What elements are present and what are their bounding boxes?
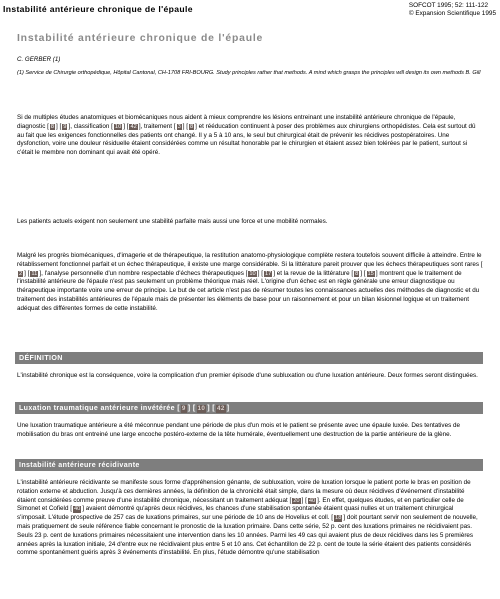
reference-link[interactable]: 18 <box>335 515 342 522</box>
reference-link[interactable]: 40 <box>308 497 316 504</box>
reference-separator: ] [ <box>187 404 196 412</box>
reference-separator: ] [ <box>123 122 129 130</box>
paragraph-text: ]. En effet, quelques études, et en particulier celle de Simonet et Cofield [ <box>17 496 464 513</box>
paragraph-text: L'instabilité antérieure récidivante se manifeste sous forme d'appréhension génante, de subluxation, voire de luxation lorsque le patient porte le bras en position de rotation externe et abduction. Jusqu'à ces dernières années, la définition de la chronicité était simple, dans la mesure où deux récidives d'événement d'instabilité étaient considérées comme preuve d'une instabilité chronique, nécessitant un traitement adéquat [ <box>17 479 471 504</box>
reference-link[interactable]: 15 <box>367 270 374 277</box>
reference-separator: ] [ <box>301 496 307 504</box>
author-affiliation: (1) Service de Chirurgie orthopédique, Hôpital Cantonal, CH-1708 FRI-BOURG. Study principles rather that methods. A mind which grasps the principles will design its own methods B. Gill <box>17 70 481 76</box>
reference-link[interactable]: 10 <box>197 405 206 412</box>
traumatic-dislocation-paragraph: Une luxation traumatique antérieure a été méconnue pendant une période de plus d'un mois et le patient se présente avec une épaule luxée. Des tentatives de mobilisation du bras ont entreiné une large encoche postéro-externe de la tête humérale, éventuellement une destruction de la partie antérieure de la glène. <box>17 422 460 438</box>
article-title: Instabilité antérieure chronique de l'épaule <box>17 33 264 44</box>
section-heading-definition: DÉFINITION <box>15 352 483 364</box>
reference-link[interactable]: 40 <box>73 506 81 513</box>
reference-link[interactable]: 42 <box>130 123 137 130</box>
reference-link[interactable]: 3 <box>177 123 181 130</box>
intro-paragraph-3 <box>17 252 483 314</box>
reference-separator: ] <box>226 404 230 412</box>
section-heading-text: Luxation traumatique antérieure invétérée <box>19 404 175 412</box>
paragraph-text: ] montrent que le traitement de l'instabilité antérieure de l'épaule n'est pas seulement un problème théorique mais réel. L'origine d'un échec est en règle générale une erreur diagnostique ou thérapeutique importante voire une erreur de principe. Le but de cet article n'est pas de résumer toutes les connaissances actuelles des méthodes de diagnostic et du traitement des instabilités antérieures de l'épaule mais de présenter les éléments de base pour un raisonnement et pour un bilan lésionnel logique et un traitement adéquat des différentes formes de cette instabilité. <box>17 269 480 312</box>
reference-separator: ] [ <box>207 404 215 412</box>
reference-link[interactable]: 10 <box>114 123 122 130</box>
reference-separator: ] [ <box>56 122 62 130</box>
section-heading-recurrent-instability: Instabilité antérieure récidivante <box>15 459 483 471</box>
reference-link[interactable]: 2 <box>19 270 23 277</box>
reference-link[interactable]: 9 <box>63 123 67 130</box>
intro-paragraph-2: Les patients actuels exigent non seulement une stabilité parfaite mais aussi une force et une mobilité normales. <box>17 218 328 225</box>
paragraph-text: ] doit pourtant servir non seulement de nouvelle, mais pratiquement de seule référence fiable concernant le pronostic de la luxation primaire. Dans cette série, 52 p. cent des luxations primaires ne récidivaient pas. Seuls 23 p. cent de luxations primaires nécessitaient une intervention dans les 10 années. Parmi les 49 cas qui avaient plus de deux récidives dans les 5 premières années après la luxation initiale, 24 d'entre eux ne récidivaient plus entre 5 et 10 ans. Cet échantillon de 22 p. cent de toute la série étaient des patients considérés comme spontanément guéris après 3 événements d'instabilité. En plus, l'étude démontre qu'une stabilisation <box>17 514 478 557</box>
reference-separator: [ <box>174 404 180 412</box>
reference-separator: ] [ <box>257 269 263 277</box>
recurrent-instability-paragraph <box>17 479 483 558</box>
section-heading-traumatic-dislocation <box>15 402 483 414</box>
journal-reference: SOFCOT 1995; 52: 111-122 <box>408 2 489 9</box>
reference-link[interactable]: 11 <box>31 270 38 277</box>
paragraph-text: Si de multiples études anatomiques et biomécaniques nous aident à mieux comprendre les lésions entreinant une instabilité antérieure chronique de l'épaule, diagnostic [ <box>17 114 456 130</box>
reference-separator: ] [ <box>182 122 188 130</box>
reference-link[interactable]: 10 <box>249 270 256 277</box>
definition-paragraph: L'instabilité chronique est la conséquence, voire la complication d'un premier épisode d'une subluxation ou d'une luxation antérieure. Deux formes seront distinguées. <box>17 372 478 379</box>
paragraph-text: Malgré les progrès biomécaniques, d'imagerie et de thérapeutique, la restitution anatomo-physiologique complète restera toutefois souvent difficile à atteindre. Entre le rétablissement fonctionnel parfait et un échec thérapeutique, il existe une marge considérable. Si la littérature pareit prouver que les échecs thérapeutiques sont rares [ <box>17 252 483 268</box>
paragraph-text: ], classification [ <box>68 122 113 130</box>
reference-separator: ] [ <box>360 269 366 277</box>
reference-link[interactable]: 8 <box>355 270 359 277</box>
reference-link[interactable]: 17 <box>264 270 272 277</box>
reference-separator: ] [ <box>24 269 30 277</box>
intro-paragraph-1 <box>17 114 483 158</box>
paragraph-text: ] et rééducation continuent à poser des problèmes aux chirurgiens orthopédistes. Cela est surtout dû au fait que les exigences fonctionnelles des patients ont changé. Il y a 5 à 10 ans, le seul but chirurgical était de prévenir les récidives postopératoires. Une dysfonction, voire une douleur résiduelle étaient considérées comme un résultat honorable par le chirurgien et étaient assez bien tolérées par le patient, surtout si c'était le membre non dominant qui avait été opéré. <box>17 122 476 157</box>
header-title: Instabilité antérieure chronique de l'épaule <box>3 4 193 14</box>
reference-link[interactable]: 20 <box>293 497 300 504</box>
document-header <box>0 0 500 26</box>
reference-link[interactable]: 42 <box>217 405 225 412</box>
paragraph-text: ] et la revue de la littérature [ <box>273 269 354 277</box>
paragraph-text: ] avaient démontré qu'après deux récidives, les chances d'une stabilisation spontanée étaient quasi nulles et un traitement chirurgical s'imposait. L'étude prospective de 257 cas de luxations primaires, sur une période de 10 ans de Hovelius et coll. [ <box>17 505 454 522</box>
reference-link[interactable]: 8 <box>189 123 194 130</box>
reference-link[interactable]: 9 <box>181 405 186 412</box>
header-citation <box>409 2 496 17</box>
article-author: C. GERBER (1) <box>17 56 61 63</box>
paragraph-text: ], traitement [ <box>138 122 176 130</box>
copyright-notice: © Expansion Scientifique 1995 <box>408 9 496 17</box>
reference-link[interactable]: 8 <box>50 123 55 130</box>
paragraph-text: ], l'analyse personnelle d'un nombre respectable d'échecs thérapeutiques [ <box>39 269 248 277</box>
